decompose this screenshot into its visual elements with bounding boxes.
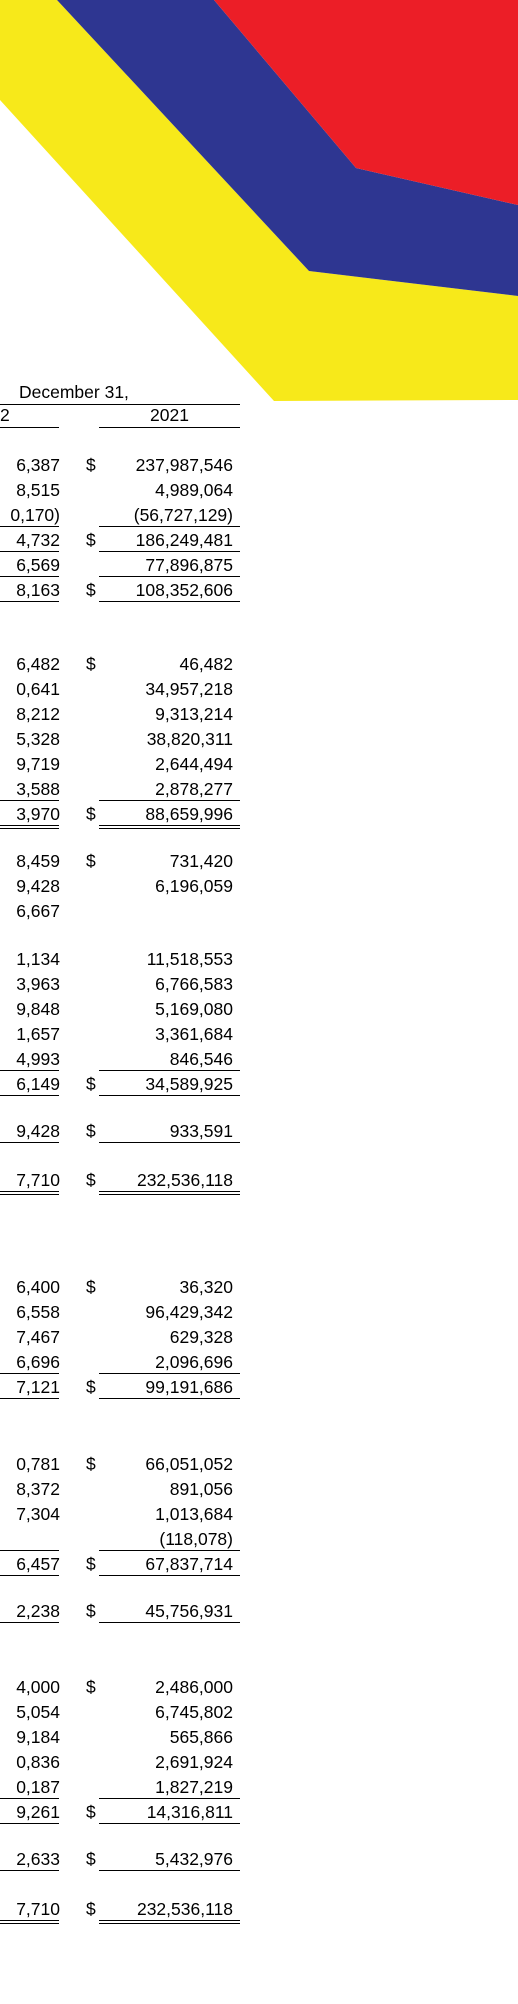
value-2022-r13: 3,970 [16, 804, 60, 824]
value-2021-r21: 846,546 [169, 1049, 233, 1069]
value-2021-r17: 11,518,553 [146, 949, 233, 969]
dollar-sign-r36: $ [86, 1677, 96, 1697]
value-2021-r5: 77,896,875 [145, 555, 233, 575]
total-rule-2021-r12 [99, 800, 240, 801]
value-2021-r23: 933,591 [169, 1121, 233, 1141]
dollar-sign-r35: $ [86, 1601, 96, 1621]
total-rule-2022-r34 [0, 1575, 59, 1576]
value-2021-r36: 2,486,000 [155, 1677, 233, 1697]
value-2022-r43: 7,710 [16, 1899, 60, 1919]
value-2022-r40: 0,187 [16, 1777, 60, 1797]
total-rule-2022-r35 [0, 1622, 59, 1623]
total-rule-2021-r5 [99, 576, 240, 577]
value-2021-r11: 2,644,494 [155, 754, 233, 774]
dollar-sign-r7: $ [86, 654, 96, 674]
dollar-sign-r25: $ [86, 1277, 96, 1297]
value-2021-r43: 232,536,118 [136, 1899, 233, 1919]
value-2021-r39: 2,691,924 [155, 1752, 233, 1772]
dollar-sign-r6: $ [86, 580, 96, 600]
value-2021-r25: 36,320 [179, 1277, 233, 1297]
total-rule-2022-r33 [0, 1550, 59, 1551]
value-2021-r10: 38,820,311 [146, 729, 233, 749]
value-2022-r1: 6,387 [16, 455, 60, 475]
total-rule-2021-r21 [99, 1070, 240, 1071]
total-rule-2021-r34 [99, 1575, 240, 1576]
total-rule-2022-r29 [0, 1398, 59, 1399]
value-2022-r10: 5,328 [16, 729, 60, 749]
value-2021-r18: 6,766,583 [155, 974, 233, 994]
total-rule-2021-r29 [99, 1398, 240, 1399]
double-total-rule-2022-r24 [0, 1191, 59, 1195]
value-2021-r38: 565,866 [169, 1727, 233, 1747]
value-2021-r30: 66,051,052 [145, 1454, 233, 1474]
total-rule-2021-r6 [99, 601, 240, 602]
total-rule-2022-r41 [0, 1823, 59, 1824]
dollar-sign-r14: $ [86, 851, 96, 871]
total-rule-2022-r22 [0, 1095, 59, 1096]
double-total-rule-2021-r43 [99, 1920, 240, 1924]
value-2021-r33: (118,078) [159, 1529, 233, 1549]
corner-stripes-graphic [0, 0, 518, 420]
value-2022-r24: 7,710 [16, 1170, 60, 1190]
period-heading: December 31, [19, 382, 129, 402]
value-2021-r29: 99,191,686 [145, 1377, 233, 1397]
value-2021-r26: 96,429,342 [145, 1302, 233, 1322]
total-rule-2022-r5 [0, 576, 59, 577]
header-underline-2022 [0, 427, 59, 428]
value-2022-r31: 8,372 [16, 1479, 60, 1499]
column-header-2022: 2 [0, 405, 10, 425]
value-2021-r20: 3,361,684 [155, 1024, 233, 1044]
total-rule-2022-r23 [0, 1142, 59, 1143]
value-2021-r2: 4,989,064 [155, 480, 233, 500]
dollar-sign-r42: $ [86, 1849, 96, 1869]
value-2022-r42: 2,633 [16, 1849, 60, 1869]
dollar-sign-r30: $ [86, 1454, 96, 1474]
value-2021-r24: 232,536,118 [136, 1170, 233, 1190]
value-2022-r32: 7,304 [16, 1504, 60, 1524]
value-2022-r6: 8,163 [16, 580, 60, 600]
value-2021-r8: 34,957,218 [145, 679, 233, 699]
total-rule-2021-r3 [99, 526, 240, 527]
total-rule-2021-r28 [99, 1373, 240, 1374]
header-underline-2021 [99, 427, 240, 428]
value-2022-r4: 4,732 [16, 530, 60, 550]
value-2022-r37: 5,054 [16, 1702, 60, 1722]
value-2021-r22: 34,589,925 [145, 1074, 233, 1094]
total-rule-2022-r21 [0, 1070, 59, 1071]
value-2021-r4: 186,249,481 [135, 530, 233, 550]
dollar-sign-r13: $ [86, 804, 96, 824]
value-2021-r42: 5,432,976 [155, 1849, 233, 1869]
value-2021-r14: 731,420 [169, 851, 233, 871]
value-2022-r11: 9,719 [16, 754, 60, 774]
double-total-rule-2022-r43 [0, 1920, 59, 1924]
value-2022-r28: 6,696 [16, 1352, 60, 1372]
value-2022-r9: 8,212 [16, 704, 60, 724]
value-2022-r16: 6,667 [16, 901, 60, 921]
value-2021-r13: 88,659,996 [145, 804, 233, 824]
value-2021-r15: 6,196,059 [155, 876, 233, 896]
value-2021-r6: 108,352,606 [135, 580, 233, 600]
value-2021-r7: 46,482 [179, 654, 233, 674]
total-rule-2022-r6 [0, 601, 59, 602]
double-total-rule-2022-r13 [0, 825, 59, 829]
dollar-sign-r1: $ [86, 455, 96, 475]
value-2021-r3: (56,727,129) [133, 505, 233, 525]
double-total-rule-2021-r13 [99, 825, 240, 829]
total-rule-2021-r41 [99, 1823, 240, 1824]
total-rule-2022-r28 [0, 1373, 59, 1374]
value-2021-r32: 1,013,684 [155, 1504, 233, 1524]
total-rule-2022-r40 [0, 1798, 59, 1799]
value-2021-r31: 891,056 [169, 1479, 233, 1499]
value-2022-r39: 0,836 [16, 1752, 60, 1772]
value-2022-r17: 1,134 [16, 949, 60, 969]
total-rule-2022-r4 [0, 551, 59, 552]
header-rule [0, 404, 240, 405]
total-rule-2021-r42 [99, 1870, 240, 1871]
dollar-sign-r29: $ [86, 1377, 96, 1397]
value-2022-r12: 3,588 [16, 779, 60, 799]
column-header-2021: 2021 [150, 405, 189, 425]
total-rule-2022-r3 [0, 526, 59, 527]
value-2022-r8: 0,641 [16, 679, 60, 699]
value-2022-r2: 8,515 [16, 480, 60, 500]
value-2021-r34: 67,837,714 [145, 1554, 233, 1574]
value-2022-r35: 2,238 [16, 1601, 60, 1621]
total-rule-2021-r33 [99, 1550, 240, 1551]
value-2022-r22: 6,149 [16, 1074, 60, 1094]
value-2021-r27: 629,328 [169, 1327, 233, 1347]
value-2022-r34: 6,457 [16, 1554, 60, 1574]
double-total-rule-2021-r24 [99, 1191, 240, 1195]
value-2022-r38: 9,184 [16, 1727, 60, 1747]
value-2022-r36: 4,000 [16, 1677, 60, 1697]
value-2021-r28: 2,096,696 [155, 1352, 233, 1372]
dollar-sign-r41: $ [86, 1802, 96, 1822]
value-2022-r25: 6,400 [16, 1277, 60, 1297]
value-2022-r20: 1,657 [16, 1024, 60, 1044]
total-rule-2021-r40 [99, 1798, 240, 1799]
dollar-sign-r34: $ [86, 1554, 96, 1574]
total-rule-2022-r42 [0, 1870, 59, 1871]
value-2021-r41: 14,316,811 [146, 1802, 233, 1822]
value-2022-r7: 6,482 [16, 654, 60, 674]
value-2022-r26: 6,558 [16, 1302, 60, 1322]
dollar-sign-r23: $ [86, 1121, 96, 1141]
total-rule-2021-r4 [99, 551, 240, 552]
value-2021-r37: 6,745,802 [155, 1702, 233, 1722]
value-2022-r18: 3,963 [16, 974, 60, 994]
total-rule-2021-r35 [99, 1622, 240, 1623]
value-2022-r19: 9,848 [16, 999, 60, 1019]
value-2022-r27: 7,467 [16, 1327, 60, 1347]
value-2021-r12: 2,878,277 [155, 779, 233, 799]
value-2022-r3: 0,170) [10, 505, 60, 525]
total-rule-2021-r22 [99, 1095, 240, 1096]
dollar-sign-r4: $ [86, 530, 96, 550]
value-2022-r30: 0,781 [16, 1454, 60, 1474]
total-rule-2022-r12 [0, 800, 59, 801]
value-2022-r15: 9,428 [16, 876, 60, 896]
value-2022-r29: 7,121 [16, 1377, 60, 1397]
value-2021-r9: 9,313,214 [155, 704, 233, 724]
value-2022-r21: 4,993 [16, 1049, 60, 1069]
value-2021-r40: 1,827,219 [155, 1777, 233, 1797]
dollar-sign-r24: $ [86, 1170, 96, 1190]
value-2022-r23: 9,428 [16, 1121, 60, 1141]
value-2021-r1: 237,987,546 [135, 455, 233, 475]
value-2022-r41: 9,261 [16, 1802, 60, 1822]
dollar-sign-r22: $ [86, 1074, 96, 1094]
value-2022-r5: 6,569 [16, 555, 60, 575]
value-2021-r35: 45,756,931 [145, 1601, 233, 1621]
value-2022-r14: 8,459 [16, 851, 60, 871]
value-2021-r19: 5,169,080 [155, 999, 233, 1019]
dollar-sign-r43: $ [86, 1899, 96, 1919]
total-rule-2021-r23 [99, 1142, 240, 1143]
